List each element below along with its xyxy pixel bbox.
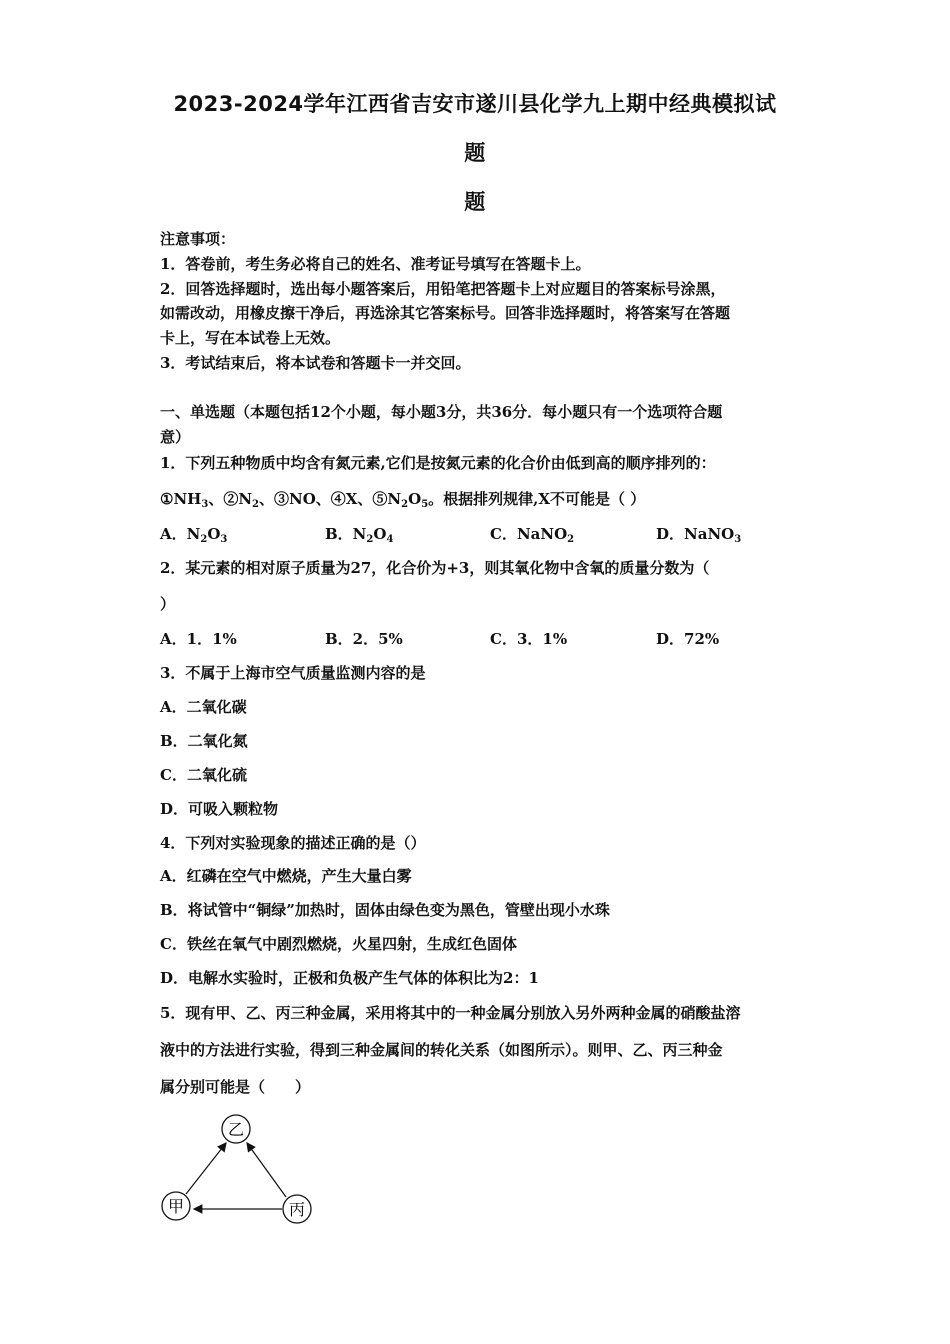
q2-option-d: D．72% — [656, 630, 720, 648]
section-heading-cont: 意） — [160, 428, 191, 446]
q2-stem-end: ） — [160, 595, 176, 613]
q5-stem-line: 5．现有甲、乙、丙三种金属，采用将其中的一种金属分别放入另外两种金属的硝酸盐溶 — [160, 1004, 741, 1022]
q4-option-d: D．电解水实验时，正极和负极产生气体的体积比为2：1 — [160, 969, 539, 987]
section-heading: 一、单选题（本题包括12个小题，每小题3分，共36分．每小题只有一个选项符合题 — [160, 403, 723, 421]
q4-stem: 4．下列对实验现象的描述正确的是（） — [160, 834, 426, 852]
q1-sequence: $①NH_3$、$②N_2$、③NO、④X、$⑤N_2O_5$。根据排列规律,X不可能是（ ） — [160, 490, 646, 510]
q2-option-a: A．1．1% — [160, 630, 237, 648]
q2-option-c: C．3．1% — [490, 630, 568, 648]
notice-item: 卡上，写在本试卷上无效。 — [160, 329, 341, 347]
metal-conversion-diagram — [150, 1108, 330, 1233]
q4-option-a: A．红磷在空气中燃烧，产生大量白雾 — [160, 867, 412, 885]
q4-option-b: B．将试管中“铜绿”加热时，固体由绿色变为黑色，管壁出现小水珠 — [160, 901, 610, 919]
q1-option-d: D．NaNO$_3$ — [656, 525, 742, 545]
notice-item: 3．考试结束后，将本试卷和答题卡一并交回。 — [160, 354, 471, 372]
arrow-bing-to-yi — [247, 1143, 286, 1197]
exam-title-line2: 题 — [464, 141, 486, 165]
q1-option-a: A．$N_2O_3$ — [160, 525, 228, 545]
q5-stem-line: 属分别可能是（ ） — [160, 1078, 311, 1096]
q3-stem: 3．不属于上海市空气质量监测内容的是 — [160, 664, 426, 682]
node-jia-label: 甲 — [167, 1197, 185, 1216]
notice-heading: 注意事项： — [160, 230, 236, 248]
arrow-jia-to-yi — [186, 1143, 226, 1194]
q4-option-c: C．铁丝在氧气中剧烈燃烧，火星四射，生成红色固体 — [160, 935, 517, 953]
q1-option-c: C．NaNO$_2$ — [490, 525, 575, 545]
node-yi-label: 乙 — [227, 1120, 245, 1139]
notice-item: 2．回答选择题时，选出每小题答案后，用铅笔把答题卡上对应题目的答案标号涂黑， — [160, 280, 726, 298]
exam-title-line1: 2023-2024学年江西省吉安市遂川县化学九上期中经典模拟试 — [173, 92, 777, 116]
notice-item: 如需改动，用橡皮擦干净后，再选涂其它答案标号。回答非选择题时，将答案写在答题 — [160, 304, 731, 322]
q3-option-b: B．二氧化氮 — [160, 732, 248, 750]
q3-option-c: C．二氧化硫 — [160, 766, 247, 784]
q2-stem: 2．某元素的相对原子质量为27，化合价为+3，则其氧化物中含氧的质量分数为（ — [160, 559, 710, 577]
node-bing-label: 丙 — [288, 1200, 306, 1219]
q1-option-b: B．$N_2O_4$ — [325, 525, 394, 545]
q3-option-d: D．可吸入颗粒物 — [160, 800, 279, 818]
q5-stem-line: 液中的方法进行实验，得到三种金属间的转化关系（如图所示）。则甲、乙、丙三种金 — [160, 1041, 723, 1059]
q1-stem: 1．下列五种物质中均含有氮元素,它们是按氮元素的化合价由低到高的顺序排列的： — [160, 454, 716, 472]
exam-title-line3: 题 — [464, 190, 486, 214]
q2-option-b: B．2．5% — [325, 630, 403, 648]
q3-option-a: A．二氧化碳 — [160, 698, 247, 716]
notice-item: 1．答卷前，考生务必将自己的姓名、准考证号填写在答题卡上。 — [160, 255, 591, 273]
